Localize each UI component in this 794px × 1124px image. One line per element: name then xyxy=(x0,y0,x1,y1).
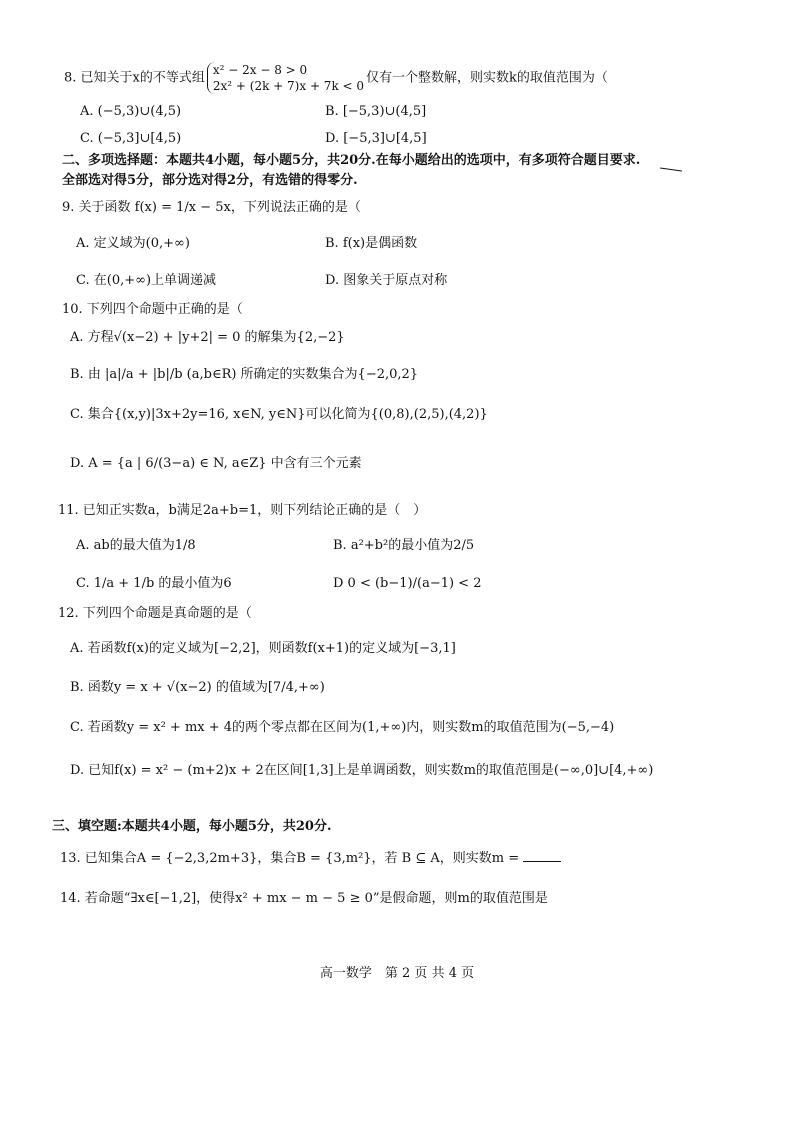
answer-blank xyxy=(523,849,561,862)
q10-option-b: B. 由 |a|/a + |b|/b (a,b∈R) 所确定的实数集合为{−2,0,2} xyxy=(70,367,419,382)
q9-option-b: B. f(x)是偶函数 xyxy=(325,236,418,251)
question-13-stem: 13. 已知集合A = {−2,3,2m+3}，集合B = {3,m²}，若 B ⊆ A，则实数m = xyxy=(60,849,561,868)
q9-option-a: A. 定义域为(0,+∞) xyxy=(76,236,190,251)
pen-mark xyxy=(660,167,682,171)
section-2-heading: 二、多项选择题：本题共4小题，每小题5分，共20分.在每小题给出的选项中，有多项符合题目要求. xyxy=(62,153,641,168)
q8-option-b: B. [−5,3)∪(4,5] xyxy=(325,104,427,119)
q10-option-c: C. 集合{(x,y)|3x+2y=16, x∈N, y∈N}可以化简为{(0,8),(2,5),(4,2)} xyxy=(70,407,488,422)
q8-option-d: D. [−5,3]∪[4,5] xyxy=(325,131,427,146)
question-11-stem: 11. 已知正实数a，b满足2a+b=1，则下列结论正确的是（ ） xyxy=(58,503,427,518)
page-footer: 高一数学 第 2 页 共 4 页 xyxy=(319,966,475,981)
section-3-heading: 三、填空题:本题共4小题，每小题5分，共20分. xyxy=(52,819,332,834)
question-12-stem: 12. 下列四个命题是真命题的是（ xyxy=(58,606,252,621)
q9-option-d: D. 图象关于原点对称 xyxy=(325,273,448,288)
q12-option-b: B. 函数y = x + √(x−2) 的值域为[7/4,+∞) xyxy=(70,680,325,695)
q8-option-c: C. (−5,3]∪[4,5) xyxy=(80,131,182,146)
question-14-stem: 14. 若命题“∃x∈[−1,2]，使得x² + mx − m − 5 ≥ 0”是假命题，则m的取值范围是 xyxy=(60,891,548,906)
question-10-stem: 10. 下列四个命题中正确的是（ xyxy=(62,302,243,317)
q12-option-a: A. 若函数f(x)的定义域为[−2,2]，则函数f(x+1)的定义域为[−3,1] xyxy=(70,641,456,656)
question-9-stem: 9. 关于函数 f(x) = 1/x − 5x，下列说法正确的是（ xyxy=(62,200,361,215)
q9-option-c: C. 在(0,+∞)上单调递减 xyxy=(76,273,217,288)
section-2-instructions: 全部选对得5分，部分选对得2分，有选错的得零分. xyxy=(62,173,358,188)
q11-option-d: D 0 < (b−1)/(a−1) < 2 xyxy=(333,576,482,591)
q12-option-d: D. 已知f(x) = x² − (m+2)x + 2在区间[1,3]上是单调函数，则实数m的取值范围是(−∞,0]∪[4,+∞) xyxy=(70,763,654,778)
q12-option-c: C. 若函数y = x² + mx + 4的两个零点都在区间为(1,+∞)内，则实数m的取值范围为(−5,−4) xyxy=(70,720,615,735)
q8-option-a: A. (−5,3)∪(4,5) xyxy=(80,104,182,119)
q11-option-c: C. 1/a + 1/b 的最小值为6 xyxy=(76,576,232,591)
question-8-stem: 8. 已知关于x的不等式组 x² − 2x − 8 > 0 2x² + (2k + 7)x + 7k < 0 仅有一个整数解，则实数k的取值范围为（ xyxy=(64,63,608,93)
q11-option-b: B. a²+b²的最小值为2/5 xyxy=(333,538,475,553)
inequality-system: x² − 2x − 8 > 0 2x² + (2k + 7)x + 7k < 0 xyxy=(207,62,364,94)
q11-option-a: A. ab的最大值为1/8 xyxy=(76,538,196,553)
q10-option-a: A. 方程√(x−2) + |y+2| = 0 的解集为{2,−2} xyxy=(70,330,345,345)
q10-option-d: D. A = {a | 6/(3−a) ∈ N, a∈Z} 中含有三个元素 xyxy=(70,456,362,471)
